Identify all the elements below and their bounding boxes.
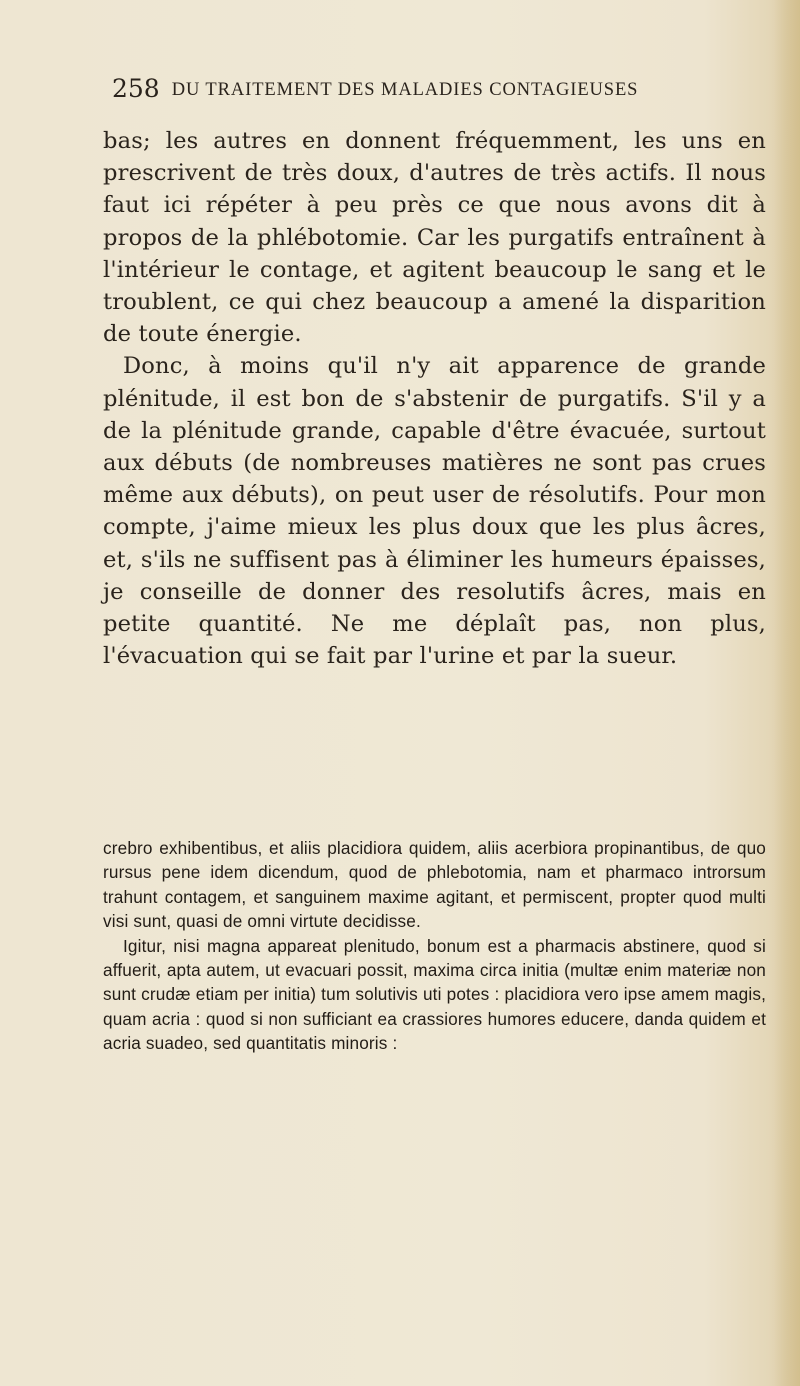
french-paragraph: bas; les autres en donnent fréquemment, les uns en prescrivent de très doux, d'autres de très actifs. Il nous faut ici répéter à peu près ce que nous avons dit à propos de la phlébotomie. Car les purgatifs entraînent à l'intérieur le contage, et agitent beaucoup le sang et le troublent, ce qui chez beaucoup a amené la disparition de toute énergie.: [103, 128, 766, 348]
page-number: 258: [112, 74, 160, 103]
latin-paragraph: crebro exhibentibus, et aliis placidiora quidem, aliis acerbiora propinantibus, de quo rursus pene idem dicendum, quod de phlebotomia, nam et pharmaco introrsum trahunt contagem, et sanguinem maxime agitant, et permiscent, propter quod multi visi sunt, quasi de omni virtute decidisse.: [103, 838, 766, 932]
latin-paragraph: Igitur, nisi magna appareat plenitudo, bonum est a pharmacis abstinere, quod si affuerit, apta autem, ut evacuari possit, maxima circa initia (multæ enim materiæ non sunt crudæ etiam per initia) tum solutivis uti potes : placidiora vero ipse amem magis, quam acria : quod si non sufficiant ea crassiores humores educere, danda quidem et acria suadeo, sed quantitatis minoris :: [103, 935, 766, 1054]
french-translation: [103, 125, 766, 672]
page-edge-shadow: [774, 0, 800, 1386]
latin-original: [103, 836, 766, 1056]
french-paragraph: Donc, à moins qu'il n'y ait apparence de grande plénitude, il est bon de s'abstenir de purgatifs. S'il y a de la plénitude grande, capable d'être évacuée, surtout aux débuts (de nombreuses matières ne sont pas crues même aux débuts), on peut user de résolutifs. Pour mon compte, j'aime mieux les plus doux que les plus âcres, et, s'ils ne suffisent pas à éliminer les humeurs épaisses, je conseille de donner des resolutifs âcres, mais en petite quantité. Ne me déplaît pas, non plus, l'évacuation qui se fait par l'urine et par la sueur.: [103, 353, 766, 670]
running-title: DU TRAITEMENT DES MALADIES CONTAGIEUSES: [171, 80, 639, 100]
page-header: [112, 74, 712, 114]
